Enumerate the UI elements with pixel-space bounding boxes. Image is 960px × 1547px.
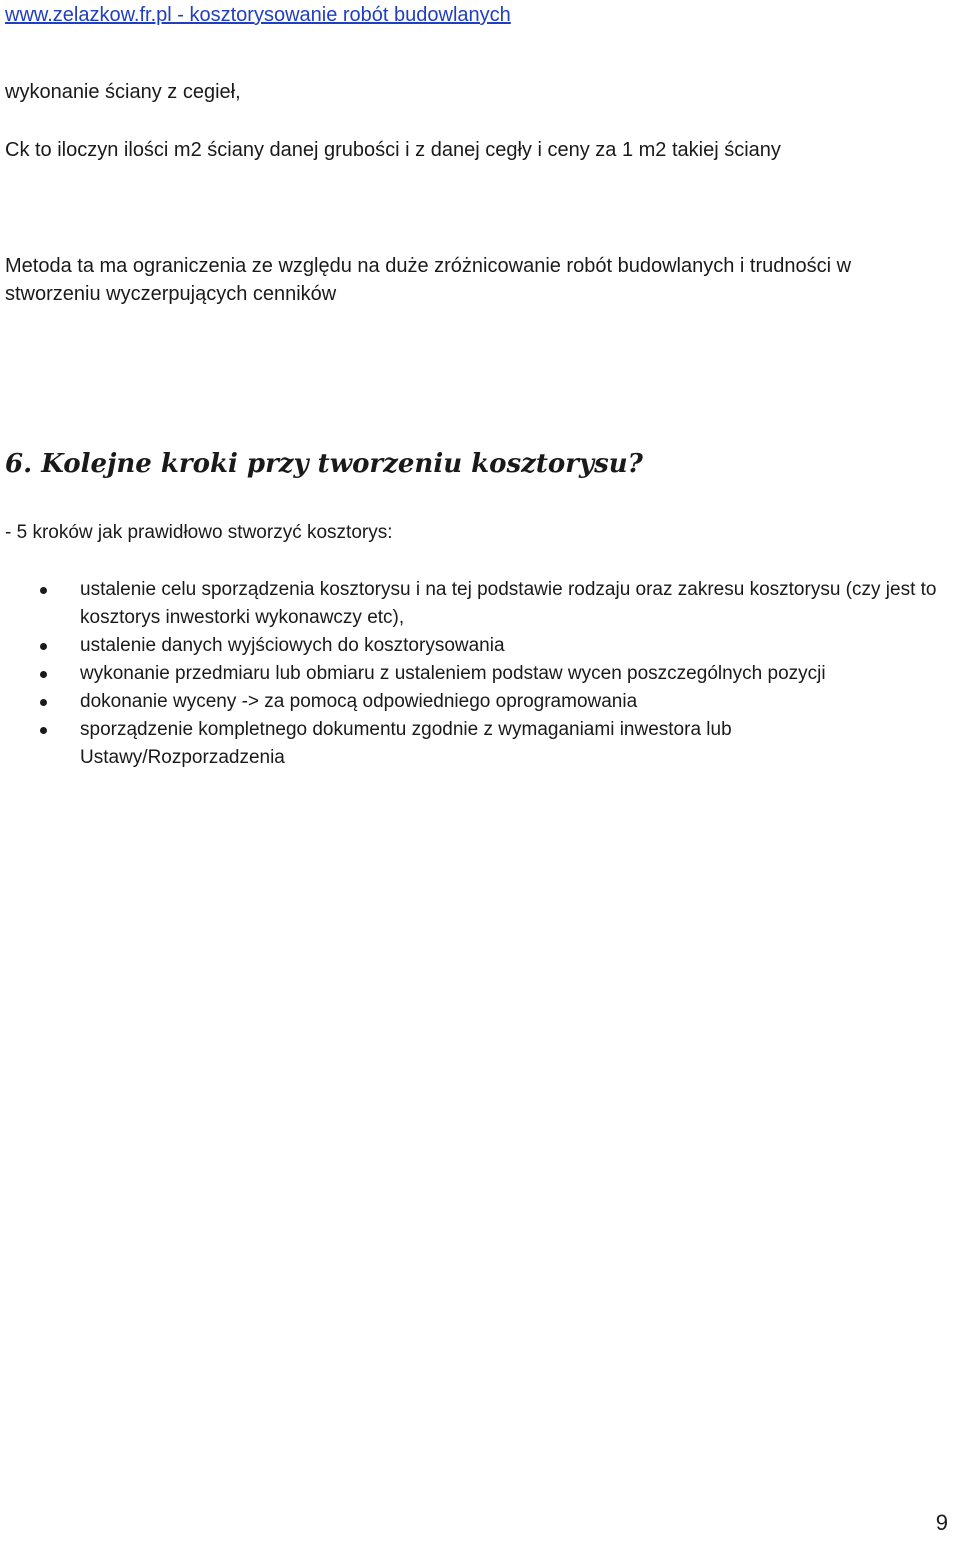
list-item-text: wykonanie przedmiaru lub obmiaru z ustaleniem podstaw wycen poszczególnych pozycji: [80, 663, 826, 684]
steps-list: [0, 576, 940, 772]
bullet-icon: [40, 727, 47, 734]
list-item-text: ustalenie danych wyjściowych do kosztorysowania: [80, 635, 505, 656]
list-item: [0, 688, 940, 716]
list-item-text: ustalenie celu sporządzenia kosztorysu i na tej podstawie rodzaju oraz zakresu kosztorysu (czy jest to kosztorys inwestorki wykonawczy etc),: [80, 579, 937, 628]
bullet-icon: [40, 587, 47, 594]
bullet-icon: [40, 699, 47, 706]
list-item: [0, 716, 940, 772]
paragraph-ck-definition: Ck to iloczyn ilości m2 ściany danej grubości i z danej cegły i ceny za 1 m2 takiej ściany: [5, 139, 781, 161]
list-item: [0, 576, 940, 632]
list-item-text: dokonanie wyceny -> za pomocą odpowiedniego oprogramowania: [80, 691, 638, 712]
section-heading: 6. Kolejne kroki przy tworzeniu kosztorysu?: [5, 449, 643, 479]
page-number: 9: [935, 1510, 948, 1535]
section-intro: - 5 kroków jak prawidłowo stworzyć kosztorys:: [5, 522, 393, 543]
bullet-icon: [40, 671, 47, 678]
paragraph-walls: wykonanie ściany z cegieł,: [5, 81, 241, 103]
list-item: [0, 660, 940, 688]
paragraph-method-limits: Metoda ta ma ograniczenia ze względu na duże zróżnicowanie robót budowlanych i trudności w stworzeniu wyczerpujących cenników: [5, 255, 852, 305]
bullet-icon: [40, 643, 47, 650]
list-item: [0, 632, 940, 660]
header-site-link[interactable]: www.zelazkow.fr.pl - kosztorysowanie robót budowlanych: [5, 4, 511, 26]
list-item-text: sporządzenie kompletnego dokumentu zgodnie z wymaganiami inwestora lub Ustawy/Rozporzadzenia: [80, 719, 732, 768]
